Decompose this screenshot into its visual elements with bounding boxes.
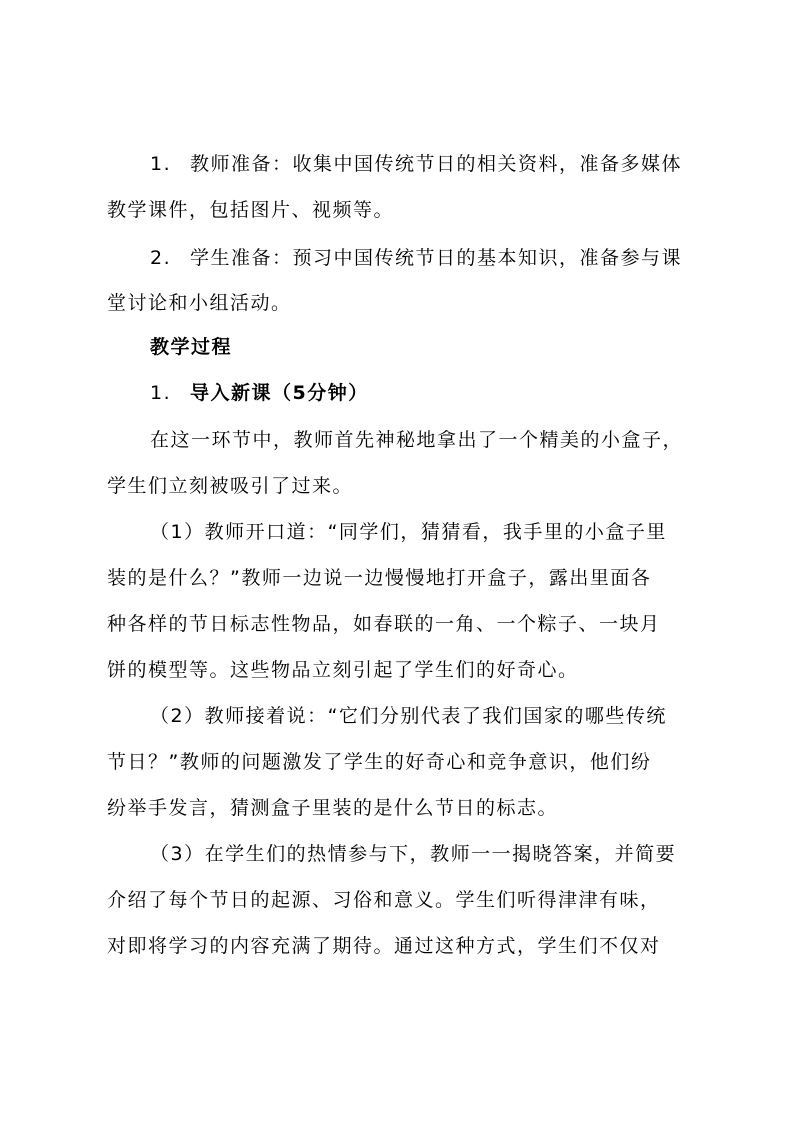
para-3-line-3: 对即将学习的内容充满了期待。通过这种方式，学生们不仅对 <box>107 935 661 957</box>
para-3-line-1: （3）在学生们的热情参与下，教师一一揭晓答案，并简要 <box>150 843 677 865</box>
prep-item-1-number: 1. <box>150 153 172 175</box>
prep-item-2-line-1 <box>150 246 682 270</box>
prep-item-2-number: 2. <box>150 247 172 269</box>
prep-item-2-text: 学生准备：预习中国传统节日的基本知识，准备参与课 <box>190 247 683 269</box>
step-1-title: 导入新课（5分钟） <box>190 382 369 404</box>
para-2-line-1: （2）教师接着说：“它们分别代表了我们国家的哪些传统 <box>150 705 667 727</box>
para-2-line-3: 纷举手发言，猜测盒子里装的是什么节日的标志。 <box>107 797 559 819</box>
intro-line-1: 在这一环节中，教师首先神秘地拿出了一个精美的小盒子， <box>150 429 684 451</box>
para-1-line-2: 装的是什么？”教师一边说一边慢慢地打开盒子，露出里面各 <box>107 567 652 589</box>
prep-item-2-line-2: 堂讨论和小组活动。 <box>107 292 292 314</box>
para-1-line-3: 种各样的节日标志性物品，如春联的一角、一个粽子、一块月 <box>107 613 661 635</box>
prep-item-1-line-2: 教学课件，包括图片、视频等。 <box>107 199 395 221</box>
step-1-heading <box>150 381 369 405</box>
para-1-line-4: 饼的模型等。这些物品立刻引起了学生们的好奇心。 <box>107 659 579 681</box>
intro-line-2: 学生们立刻被吸引了过来。 <box>107 475 354 497</box>
para-3-line-2: 介绍了每个节日的起源、习俗和意义。学生们听得津津有味， <box>107 889 661 911</box>
para-1-line-1: （1）教师开口道：“同学们，猜猜看，我手里的小盒子里 <box>150 521 667 543</box>
prep-item-1-line-1 <box>150 152 682 176</box>
para-2-line-2: 节日？”教师的问题激发了学生的好奇心和竞争意识，他们纷 <box>107 751 652 773</box>
step-1-number: 1. <box>150 382 172 404</box>
section-heading: 教学过程 <box>150 336 233 358</box>
prep-item-1-text: 教师准备：收集中国传统节日的相关资料，准备多媒体 <box>190 153 683 175</box>
